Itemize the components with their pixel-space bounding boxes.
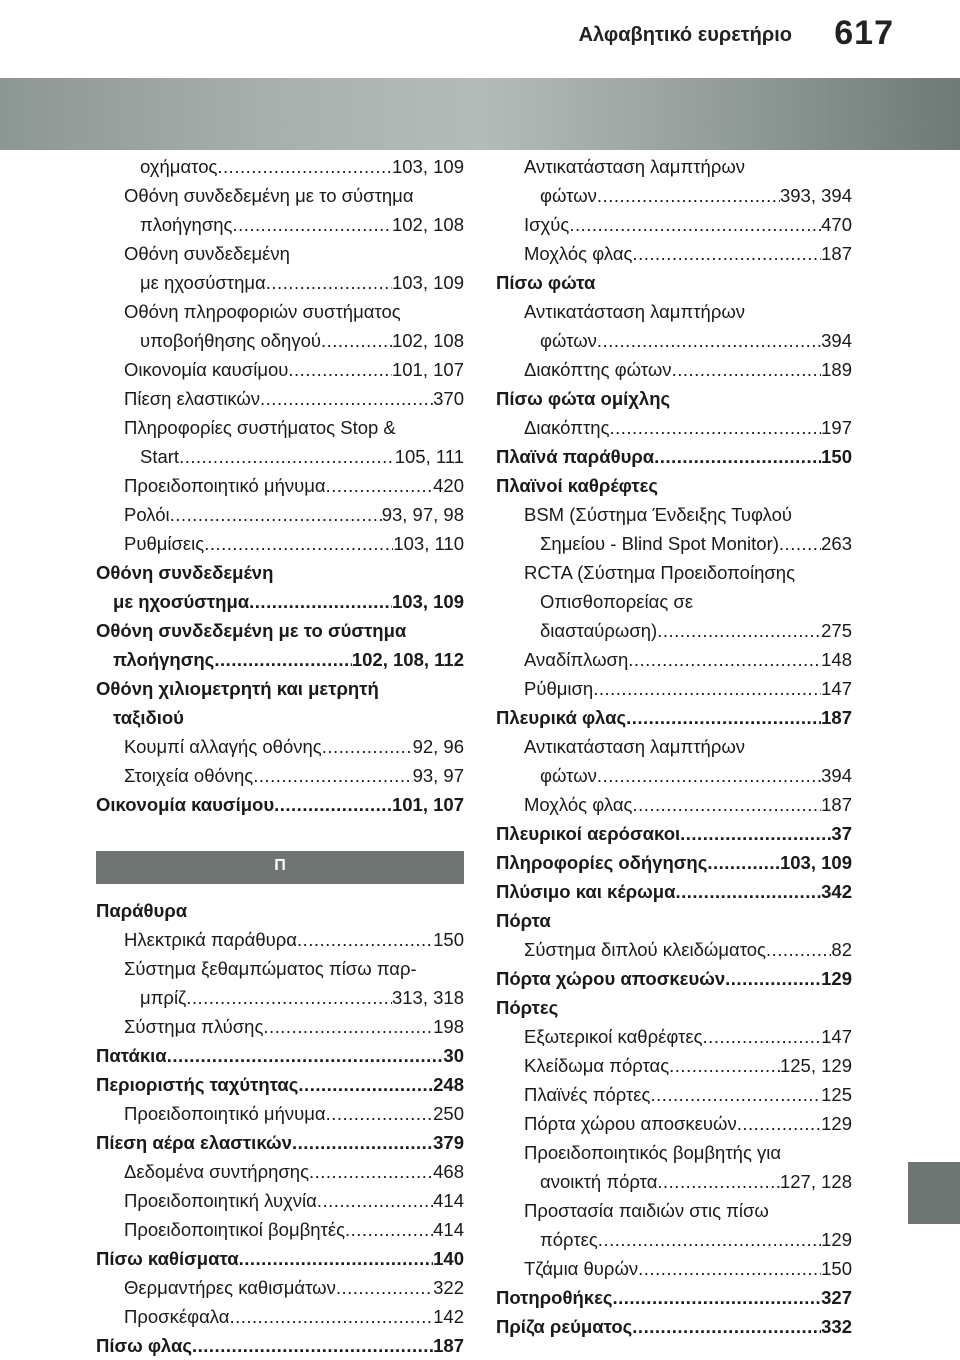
index-entry	[496, 993, 852, 1022]
dot-leader	[569, 210, 821, 239]
index-entry-term: Πλαϊνές πόρτες	[524, 1084, 651, 1105]
index-entry	[96, 645, 464, 674]
index-entry	[96, 983, 464, 1012]
index-entry-term: Start	[140, 446, 180, 467]
index-entry-pages: 263	[821, 533, 852, 554]
index-entry	[496, 239, 852, 268]
dot-leader	[186, 983, 392, 1012]
dot-leader	[260, 384, 433, 413]
index-entry	[96, 1244, 464, 1273]
index-entry	[496, 1109, 852, 1138]
index-entry-term: ταξιδιού	[113, 707, 184, 728]
dot-leader	[675, 877, 821, 906]
dot-leader	[263, 1012, 433, 1041]
index-entry	[496, 674, 852, 703]
index-entry	[496, 152, 852, 181]
index-entry-pages: 93, 97, 98	[381, 504, 464, 525]
index-entry	[96, 355, 464, 384]
index-entry-term: Περιοριστής ταχύτητας	[96, 1074, 299, 1095]
dot-leader	[321, 326, 392, 355]
index-entry	[496, 1022, 852, 1051]
dot-leader	[322, 732, 413, 761]
dot-leader	[204, 529, 393, 558]
index-entry-pages: 327	[821, 1287, 852, 1308]
index-entry-pages: 468	[433, 1161, 464, 1182]
index-entry	[496, 181, 852, 210]
dot-leader	[593, 674, 821, 703]
dot-leader	[725, 964, 821, 993]
dot-leader	[598, 1225, 821, 1254]
index-entry	[96, 1215, 464, 1244]
index-column-left	[96, 152, 464, 1360]
page-number: 617	[834, 14, 894, 52]
index-entry	[496, 210, 852, 239]
index-entry-term: μπρίζ	[140, 987, 187, 1008]
index-entry	[96, 210, 464, 239]
dot-leader	[628, 645, 821, 674]
index-entry-term: Προσκέφαλα	[124, 1306, 230, 1327]
dot-leader	[680, 819, 831, 848]
index-entry-term: Σύστημα διπλού κλειδώματος	[524, 939, 766, 960]
dot-leader	[167, 1041, 444, 1070]
index-entry-pages: 198	[433, 1016, 464, 1037]
index-entry	[96, 326, 464, 355]
dot-leader	[632, 1312, 821, 1341]
index-entry-term: Οπισθοπορείας σε	[540, 591, 694, 612]
dot-leader	[669, 1051, 780, 1080]
index-entry-pages: 393, 394	[779, 185, 852, 206]
index-entry	[96, 896, 464, 925]
index-entry	[96, 925, 464, 954]
index-entry-pages: 103, 109	[779, 852, 852, 873]
index-entry-term: Ποτηροθήκες	[496, 1287, 613, 1308]
index-entry-pages: 414	[433, 1219, 464, 1240]
index-entry-pages: 103, 109	[391, 272, 464, 293]
index-entry	[96, 703, 464, 732]
dot-leader	[657, 1167, 780, 1196]
index-entry-term: Οθόνη συνδεδεμένη	[96, 562, 274, 583]
index-entry-term: Αναδίπλωση	[524, 649, 629, 670]
index-entry	[496, 703, 852, 732]
index-entry-pages: 147	[821, 678, 852, 699]
dot-leader	[179, 442, 395, 471]
index-entry-pages: 102, 108	[391, 214, 464, 235]
dot-leader	[638, 1254, 821, 1283]
dot-leader	[170, 500, 382, 529]
index-entry	[96, 790, 464, 819]
dot-leader	[317, 1186, 433, 1215]
dot-leader	[737, 1109, 821, 1138]
index-entry-pages: 82	[831, 939, 852, 960]
index-entry	[496, 616, 852, 645]
index-entry-term: Πόρτες	[496, 997, 559, 1018]
index-entry	[496, 326, 852, 355]
index-entry-term: φώτων	[540, 185, 597, 206]
index-entry-term: Αντικατάσταση λαμπτήρων	[524, 736, 746, 757]
thumb-index-tab	[908, 1162, 960, 1224]
dot-leader	[626, 703, 821, 732]
index-entry	[96, 500, 464, 529]
index-entry-pages: 420	[433, 475, 464, 496]
index-entry-term: Ρολόι	[124, 504, 170, 525]
index-entry-pages: 332	[821, 1316, 852, 1337]
index-entry-term: Διακόπτης	[524, 417, 610, 438]
index-entry-term: Οθόνη συνδεδεμένη με το σύστημα	[96, 620, 407, 641]
index-entry-term: Οθόνη πληροφοριών συστήματος	[124, 301, 401, 322]
dot-leader	[326, 471, 434, 500]
index-entry-term: Οικονομία καυσίμου	[96, 794, 275, 815]
dot-leader	[345, 1215, 433, 1244]
index-entry	[496, 442, 852, 471]
index-entry	[96, 529, 464, 558]
index-entry-term: Πίσω φώτα ομίχλης	[496, 388, 671, 409]
index-entry	[96, 674, 464, 703]
index-entry-term: RCTA (Σύστημα Προειδοποίησης	[524, 562, 795, 583]
index-entry-pages: 197	[821, 417, 852, 438]
index-entry-term: Πίσω καθίσματα	[96, 1248, 239, 1269]
index-entry-term: πλοήγησης	[113, 649, 215, 670]
index-entry	[96, 1273, 464, 1302]
index-entry-term: πλοήγησης	[140, 214, 233, 235]
index-entry-pages: 30	[443, 1045, 464, 1066]
index-entry-term: Πόρτα χώρου αποσκευών	[496, 968, 726, 989]
index-entry-pages: 187	[821, 243, 852, 264]
index-entry-term: Σύστημα πλύσης	[124, 1016, 264, 1037]
index-entry-term: Αντικατάσταση λαμπτήρων	[524, 156, 746, 177]
index-entry-pages: 148	[821, 649, 852, 670]
index-entry	[496, 413, 852, 442]
dot-leader	[192, 1331, 433, 1360]
index-entry-pages: 248	[433, 1074, 464, 1095]
index-entry-term: Διακόπτης φώτων	[524, 359, 672, 380]
index-entry-term: Κουμπί αλλαγής οθόνης	[124, 736, 322, 757]
index-entry-term: Προειδοποιητικοί βομβητές	[124, 1219, 346, 1240]
index-entry-term: με ηχοσύστημα	[140, 272, 266, 293]
index-entry-term: οχήματος	[140, 156, 218, 177]
index-entry-term: Πίεση ελαστικών	[124, 388, 261, 409]
index-entry-term: Προειδοποιητικό μήνυμα	[124, 475, 326, 496]
dot-leader	[266, 268, 392, 297]
index-entry	[496, 935, 852, 964]
index-entry	[96, 181, 464, 210]
section-letter-band	[96, 851, 464, 884]
index-entry-term: Πληροφορίες οδήγησης	[496, 852, 708, 873]
dot-leader	[597, 181, 780, 210]
index-entry-pages: 313, 318	[391, 987, 464, 1008]
dot-leader	[657, 616, 821, 645]
index-entry-term: Σημείου - Blind Spot Monitor)	[540, 533, 779, 554]
section-letter: Π	[274, 857, 286, 874]
index-entry-term: Εξωτερικοί καθρέφτες	[524, 1026, 703, 1047]
index-entry-term: Μοχλός φλας	[524, 243, 633, 264]
index-entry-term: με ηχοσύστημα	[113, 591, 250, 612]
index-entry-pages: 414	[433, 1190, 464, 1211]
dot-leader	[217, 152, 392, 181]
index-entry-pages: 187	[821, 707, 852, 728]
dot-leader	[703, 1022, 822, 1051]
index-entry-pages: 125	[821, 1084, 852, 1105]
dot-leader	[288, 355, 392, 384]
index-entry	[96, 384, 464, 413]
index-entry-term: Δεδομένα συντήρησης	[124, 1161, 309, 1182]
index-entry-pages: 129	[821, 1229, 852, 1250]
dot-leader	[229, 1302, 433, 1331]
dot-leader	[632, 790, 821, 819]
index-entry-pages: 150	[821, 1258, 852, 1279]
index-entry-term: Οικονομία καυσίμου	[124, 359, 289, 380]
index-entry-term: Ρυθμίσεις	[124, 533, 205, 554]
index-entry-term: Οθόνη συνδεδεμένη	[124, 243, 290, 264]
header-title: Αλφαβητικό ευρετήριο	[578, 24, 792, 46]
index-entry	[96, 1128, 464, 1157]
index-entry-pages: 101, 107	[391, 794, 464, 815]
index-entry	[496, 1080, 852, 1109]
left-bottom-entries	[96, 896, 464, 1360]
index-entry	[96, 616, 464, 645]
index-entry-pages: 150	[821, 446, 852, 467]
dot-leader	[779, 529, 821, 558]
index-entry-pages: 103, 109	[391, 591, 464, 612]
index-entry	[96, 1331, 464, 1360]
index-entry	[496, 732, 852, 761]
index-entry-pages: 129	[821, 968, 852, 989]
index-entry-term: Τζάμια θυρών	[524, 1258, 639, 1279]
index-entry-pages: 342	[821, 881, 852, 902]
index-entry	[496, 1283, 852, 1312]
index-entry	[496, 529, 852, 558]
index-entry	[96, 732, 464, 761]
index-entry-term: Πίσω φλας	[96, 1335, 192, 1356]
index-entry	[96, 442, 464, 471]
dot-leader	[274, 790, 392, 819]
index-entry-term: Στοιχεία οθόνης	[124, 765, 254, 786]
index-entry-pages: 189	[821, 359, 852, 380]
index-entry	[496, 1138, 852, 1167]
index-entry	[96, 1157, 464, 1186]
dot-leader	[597, 761, 821, 790]
index-entry	[496, 819, 852, 848]
index-entry	[496, 848, 852, 877]
dot-leader	[632, 239, 821, 268]
dot-leader	[232, 210, 392, 239]
index-entry-term: Προειδοποιητική λυχνία	[124, 1190, 317, 1211]
index-entry-pages: 370	[433, 388, 464, 409]
index-entry-term: Πίσω φώτα	[496, 272, 596, 293]
index-entry-pages: 142	[433, 1306, 464, 1327]
index-entry	[496, 761, 852, 790]
index-entry-pages: 102, 108	[391, 330, 464, 351]
index-entry	[96, 1070, 464, 1099]
index-entry	[96, 558, 464, 587]
dot-leader	[253, 761, 412, 790]
index-entry-term: Οθόνη χιλιομετρητή και μετρητή	[96, 678, 379, 699]
dot-leader	[292, 1128, 433, 1157]
index-entry-term: Προειδοποιητικό μήνυμα	[124, 1103, 326, 1124]
index-entry-term: BSM (Σύστημα Ένδειξης Τυφλού	[524, 504, 793, 525]
index-entry-term: Θερμαντήρες καθισμάτων	[124, 1277, 336, 1298]
dot-leader	[597, 326, 821, 355]
index-entry	[496, 587, 852, 616]
index-entry-pages: 275	[821, 620, 852, 641]
dot-leader	[612, 1283, 821, 1312]
index-entry-term: Κλείδωμα πόρτας	[524, 1055, 670, 1076]
index-entry-term: Προστασία παιδιών στις πίσω	[524, 1200, 769, 1221]
index-entry-term: ανοικτή πόρτα	[540, 1171, 658, 1192]
index-entry	[96, 1302, 464, 1331]
index-entry-pages: 140	[433, 1248, 464, 1269]
index-entry-term: Πλαϊνοί καθρέφτες	[496, 475, 659, 496]
index-entry-pages: 150	[433, 929, 464, 950]
index-entry	[496, 877, 852, 906]
index-entry	[496, 268, 852, 297]
dot-leader	[650, 1080, 821, 1109]
index-entry-term: Μοχλός φλας	[524, 794, 633, 815]
index-entry-term: πόρτες	[540, 1229, 598, 1250]
index-entry-pages: 147	[821, 1026, 852, 1047]
header-band	[0, 78, 960, 150]
index-entry	[496, 1225, 852, 1254]
index-column-right	[496, 152, 852, 1341]
index-entry-term: φώτων	[540, 765, 597, 786]
index-entry-pages: 103, 110	[393, 533, 464, 554]
index-entry-pages: 394	[821, 330, 852, 351]
index-entry-term: Αντικατάσταση λαμπτήρων	[524, 301, 746, 322]
index-entry	[496, 297, 852, 326]
index-entry-term: Ηλεκτρικά παράθυρα	[124, 929, 297, 950]
index-entry-term: Σύστημα ξεθαμπώματος πίσω παρ-	[124, 958, 417, 979]
dot-leader	[298, 1070, 433, 1099]
index-entry	[96, 268, 464, 297]
index-entry	[96, 471, 464, 500]
index-entry-pages: 379	[433, 1132, 464, 1153]
left-top-entries	[96, 152, 464, 819]
index-entry-pages: 322	[433, 1277, 464, 1298]
index-entry-term: Πατάκια	[96, 1045, 167, 1066]
index-entry-term: Πλευρικά φλας	[496, 707, 627, 728]
index-entry-term: Πληροφορίες συστήματος Stop &	[124, 417, 396, 438]
index-entry	[496, 1051, 852, 1080]
index-entry-pages: 37	[831, 823, 852, 844]
dot-leader	[214, 645, 352, 674]
index-entry-pages: 102, 108, 112	[351, 649, 464, 670]
index-entry	[96, 1012, 464, 1041]
index-entry	[496, 1196, 852, 1225]
dot-leader	[654, 442, 821, 471]
index-entry-term: Προειδοποιητικός βομβητής για	[524, 1142, 782, 1163]
index-entry-pages: 129	[821, 1113, 852, 1134]
dot-leader	[610, 413, 822, 442]
index-entry	[496, 384, 852, 413]
index-entry-pages: 187	[821, 794, 852, 815]
index-entry-pages: 92, 96	[412, 736, 464, 757]
index-entry	[496, 1167, 852, 1196]
index-entry	[96, 587, 464, 616]
index-entry-pages: 125, 129	[779, 1055, 852, 1076]
index-entry	[96, 297, 464, 326]
dot-leader	[297, 925, 433, 954]
index-entry	[496, 471, 852, 500]
index-entry-pages: 187	[433, 1335, 464, 1356]
index-entry	[496, 500, 852, 529]
index-entry	[96, 152, 464, 181]
dot-leader	[309, 1157, 433, 1186]
index-entry-term: Πλύσιμο και κέρωμα	[496, 881, 676, 902]
index-entry	[96, 1099, 464, 1128]
index-entry	[96, 1041, 464, 1070]
index-entry	[496, 1312, 852, 1341]
index-entry-term: Πίεση αέρα ελαστικών	[96, 1132, 292, 1153]
dot-leader	[766, 935, 831, 964]
index-entry-pages: 103, 109	[391, 156, 464, 177]
dot-leader	[707, 848, 780, 877]
index-entry-term: Πόρτα	[496, 910, 551, 931]
dot-leader	[326, 1099, 434, 1128]
index-entry-pages: 470	[821, 214, 852, 235]
index-entry-term: Οθόνη συνδεδεμένη με το σύστημα	[124, 185, 414, 206]
index-entry-pages: 101, 107	[391, 359, 464, 380]
index-entry	[96, 413, 464, 442]
index-entry	[96, 1186, 464, 1215]
index-entry-term: Πλαϊνά παράθυρα	[496, 446, 655, 467]
index-entry-term: Ισχύς	[524, 214, 570, 235]
index-entry-pages: 250	[433, 1103, 464, 1124]
index-entry	[496, 1254, 852, 1283]
index-entry-pages: 105, 111	[394, 446, 464, 467]
index-entry-term: διασταύρωση)	[540, 620, 658, 641]
index-entry	[496, 355, 852, 384]
index-entry-term: φώτων	[540, 330, 597, 351]
index-entry-pages: 394	[821, 765, 852, 786]
index-entry-term: Παράθυρα	[96, 900, 188, 921]
index-entry-pages: 93, 97	[412, 765, 464, 786]
index-entry-pages: 127, 128	[779, 1171, 852, 1192]
index-entry-term: Πρίζα ρεύματος	[496, 1316, 633, 1337]
dot-leader	[239, 1244, 434, 1273]
index-entry-term: Ρύθμιση	[524, 678, 594, 699]
index-entry-term: Πόρτα χώρου αποσκευών	[524, 1113, 737, 1134]
index-entry	[96, 239, 464, 268]
dot-leader	[249, 587, 392, 616]
right-entries	[496, 152, 852, 1341]
index-entry	[496, 558, 852, 587]
index-entry-term: Πλευρικοί αερόσακοι	[496, 823, 681, 844]
dot-leader	[336, 1273, 433, 1302]
index-entry	[496, 964, 852, 993]
index-entry	[496, 645, 852, 674]
index-entry	[96, 761, 464, 790]
index-entry	[96, 954, 464, 983]
index-entry	[496, 906, 852, 935]
index-entry-term: υποβοήθησης οδηγού	[140, 330, 321, 351]
index-entry	[496, 790, 852, 819]
dot-leader	[672, 355, 822, 384]
